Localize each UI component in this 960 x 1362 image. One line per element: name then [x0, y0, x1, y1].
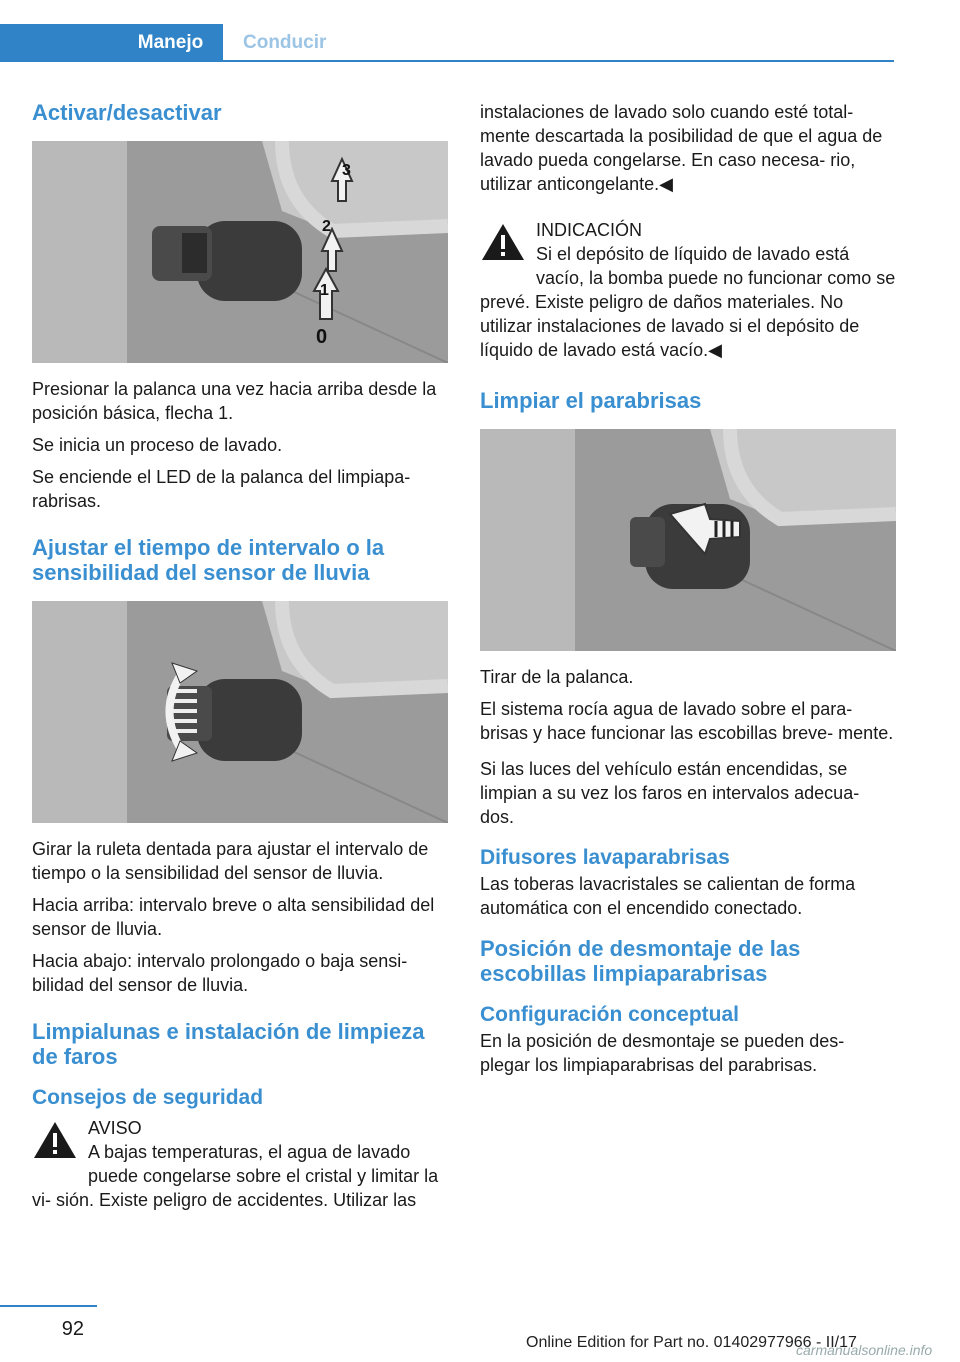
header-rule [0, 60, 894, 62]
figure-label-3: 3 [342, 162, 351, 179]
notice-box [480, 218, 896, 362]
right-column [480, 100, 896, 1085]
section-heading-activate: Activar/desactivar [32, 100, 222, 125]
subheading-concept: Configuración conceptual [480, 1003, 740, 1026]
warning-triangle-icon [480, 222, 526, 262]
interval-paragraph-3: Hacia abajo: intervalo prolongado o baja sensi‐ bilidad del sensor de lluvia. [32, 951, 408, 995]
continuation-paragraph: instalaciones de lavado solo cuando esté total‐ mente descartada la posibilidad de que el agua de lavado pueda congelarse. En caso necesa‐ rio, utilizar anticongelante.◀ [480, 102, 883, 194]
section-heading-clean: Limpiar el parabrisas [480, 388, 702, 413]
tab-conducir[interactable]: Conducir [243, 32, 327, 53]
left-column [32, 100, 448, 1224]
pull-lever-illustration [480, 429, 896, 651]
clean-paragraph-2: El sistema rocía agua de lavado sobre el para‐ brisas y hace funcionar las escobillas breve‐ mente. [480, 699, 894, 743]
figure-label-2: 2 [322, 218, 331, 235]
notice-title: INDICACIÓN [536, 220, 643, 240]
page-number: 92 [61, 1318, 84, 1340]
interval-paragraph-1: Girar la ruleta dentada para ajustar el intervalo de tiempo o la sensibilidad del sensor de lluvia. [32, 839, 429, 883]
subheading-safety: Consejos de seguridad [32, 1086, 264, 1109]
footer-edition: Online Edition for Part no. 01402977966 - II/17 [526, 1334, 857, 1351]
clean-paragraph-1: Tirar de la palanca. [480, 667, 634, 687]
dismount-paragraph: En la posición de desmontaje se pueden des‐ plegar los limpiaparabrisas del parabrisas. [480, 1031, 845, 1075]
watermark: carmanualsonline.info [796, 1342, 933, 1358]
clean-paragraph-3: Si las luces del vehículo están encendidas, se limpian a su vez los faros en intervalos adecua‐ dos. [480, 759, 860, 827]
activate-paragraph-2: Se inicia un proceso de lavado. [32, 435, 283, 455]
wiper-lever-illustration [32, 141, 448, 363]
activate-paragraph-1: Presionar la palanca una vez hacia arriba desde la posición básica, flecha 1. [32, 379, 437, 423]
warning-triangle-icon [32, 1120, 78, 1160]
warning-title: AVISO [88, 1118, 142, 1138]
activate-paragraph-3: Se enciende el LED de la palanca del limpiapa‐ rabrisas. [32, 467, 411, 511]
interval-paragraph-2: Hacia arriba: intervalo breve o alta sensibilidad del sensor de lluvia. [32, 895, 435, 939]
section-heading-interval: Ajustar el tiempo de intervalo o la sensibilidad del sensor de lluvia [32, 535, 385, 585]
footer-rule [0, 1305, 97, 1307]
header-bar-block [0, 24, 118, 61]
tab-manejo[interactable]: Manejo [118, 24, 223, 61]
header-tabs [0, 24, 346, 61]
warning-text: A bajas temperaturas, el agua de lavado puede congelarse sobre el cristal y limitar la vi‐ sión. Existe peligro de accidentes. Utilizar las [32, 1142, 439, 1210]
notice-text: Si el depósito de líquido de lavado está vacío, la bomba puede no funcionar como se prevé. Existe peligro de daños materiales. No utilizar instalaciones de lavado si el depósito de líquido de lavado está vacío.◀ [480, 244, 896, 360]
section-heading-dismount: Posición de desmontaje de las escobillas limpiaparabrisas [480, 936, 801, 986]
subheading-nozzles: Difusores lavaparabrisas [480, 846, 730, 869]
thumbwheel-illustration [32, 601, 448, 823]
figure-label-0: 0 [316, 326, 328, 348]
figure-wiper-lever-positions [32, 141, 448, 363]
nozzles-paragraph: Las toberas lavacristales se calientan de forma automática con el encendido conectado. [480, 874, 856, 918]
warning-box [32, 1116, 448, 1212]
section-heading-washers: Limpialunas e instalación de limpieza de faros [32, 1019, 425, 1069]
figure-wiper-thumbwheel [32, 601, 448, 823]
figure-pull-lever [480, 429, 896, 651]
figure-label-1: 1 [320, 282, 329, 299]
